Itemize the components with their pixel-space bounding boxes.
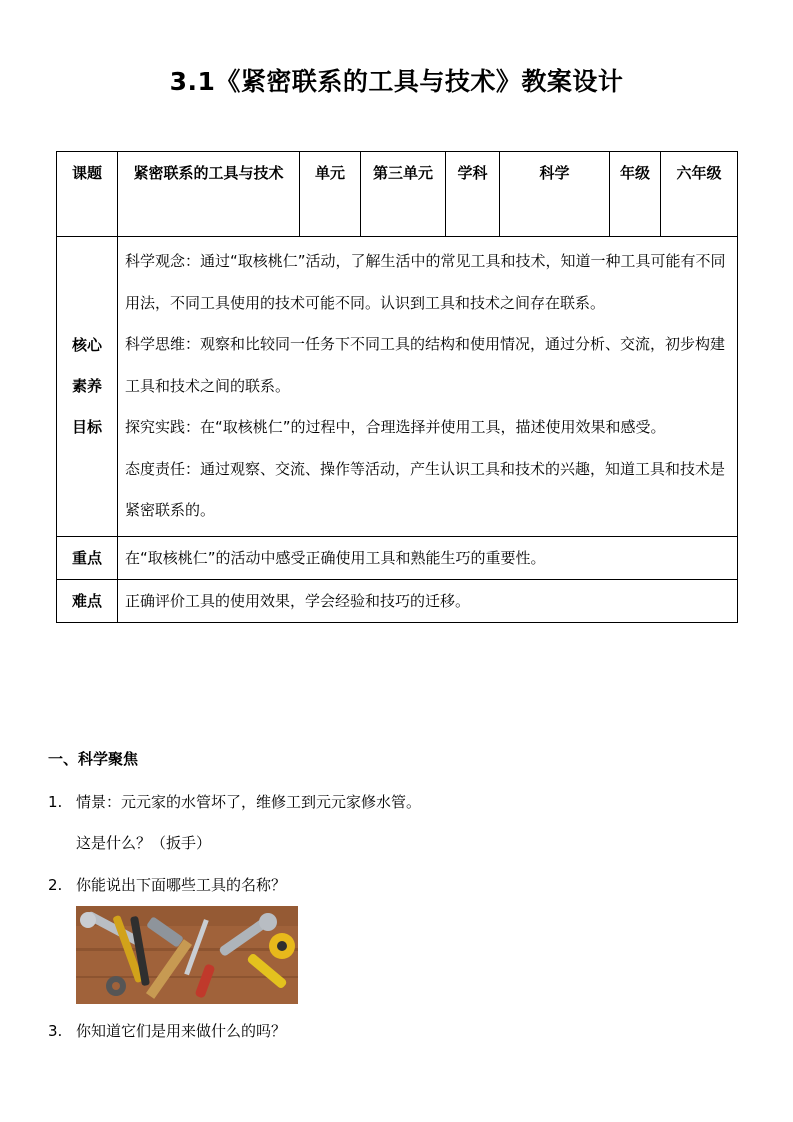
difficult-point-text: 正确评价工具的使用效果，学会经验和技巧的迁移。: [118, 579, 738, 622]
lesson-plan-table: [56, 151, 738, 623]
goal-attitude-responsibility: 态度责任：通过观察、交流、操作等活动，产生认识工具和技术的兴趣，知道工具和技术是紧密联系的。: [125, 459, 726, 519]
goal-inquiry-practice: 探究实践：在“取核桃仁”的过程中，合理选择并使用工具，描述使用效果和感受。: [125, 418, 666, 436]
list-item: [48, 791, 421, 812]
topic-label: 课题: [57, 152, 118, 237]
list-item-number: 2.: [48, 876, 63, 894]
subject-label: 学科: [446, 152, 500, 237]
goals-content: [118, 237, 738, 537]
goal-science-concept: 科学观念：通过“取核桃仁”活动，了解生活中的常见工具和技术，知道一种工具可能有不同用法，不同工具使用的技术可能不同。认识到工具和技术之间存在联系。: [125, 252, 726, 312]
unit-label: 单元: [300, 152, 361, 237]
difficult-point-row: [57, 579, 738, 622]
key-point-row: [57, 536, 738, 579]
table-header-row: [57, 152, 738, 237]
tape-measure-icon: [269, 933, 295, 959]
goals-label: [57, 237, 118, 537]
goals-label-line: 核心: [71, 335, 102, 354]
list-item-text: 你知道它们是用来做什么的吗？: [76, 1022, 287, 1040]
goals-label-line: 素养: [71, 376, 102, 395]
key-point-label: 重点: [57, 536, 118, 579]
goal-science-thinking: 科学思维：观察和比较同一任务下不同工具的结构和使用情况，通过分析、交流，初步构建工具和技术之间的联系。: [125, 335, 726, 395]
key-point-text: 在“取核桃仁”的活动中感受正确使用工具和熟能生巧的重要性。: [118, 536, 738, 579]
list-item-text: 情景：元元家的水管坏了，维修工到元元家修水管。: [76, 793, 422, 811]
list-item: [48, 1020, 286, 1041]
difficult-point-label: 难点: [57, 579, 118, 622]
subject-value: 科学: [500, 152, 610, 237]
topic-value: 紧密联系的工具与技术: [118, 152, 300, 237]
grade-label: 年级: [610, 152, 661, 237]
list-item-number: 3.: [48, 1022, 63, 1040]
list-item-text: 你能说出下面哪些工具的名称？: [76, 876, 287, 894]
sub-question: 这是什么？（扳手）: [76, 834, 212, 852]
list-item: [48, 874, 286, 895]
list-item-number: 1.: [48, 793, 63, 811]
unit-value: 第三单元: [361, 152, 446, 237]
section-heading: 一、科学聚焦: [48, 750, 139, 768]
goals-row: [57, 237, 738, 537]
grade-value: 六年级: [661, 152, 738, 237]
goals-label-line: 目标: [71, 417, 102, 436]
document-title: 3.1《紧密联系的工具与技术》教案设计: [169, 67, 624, 96]
tools-photo: [76, 906, 298, 1004]
